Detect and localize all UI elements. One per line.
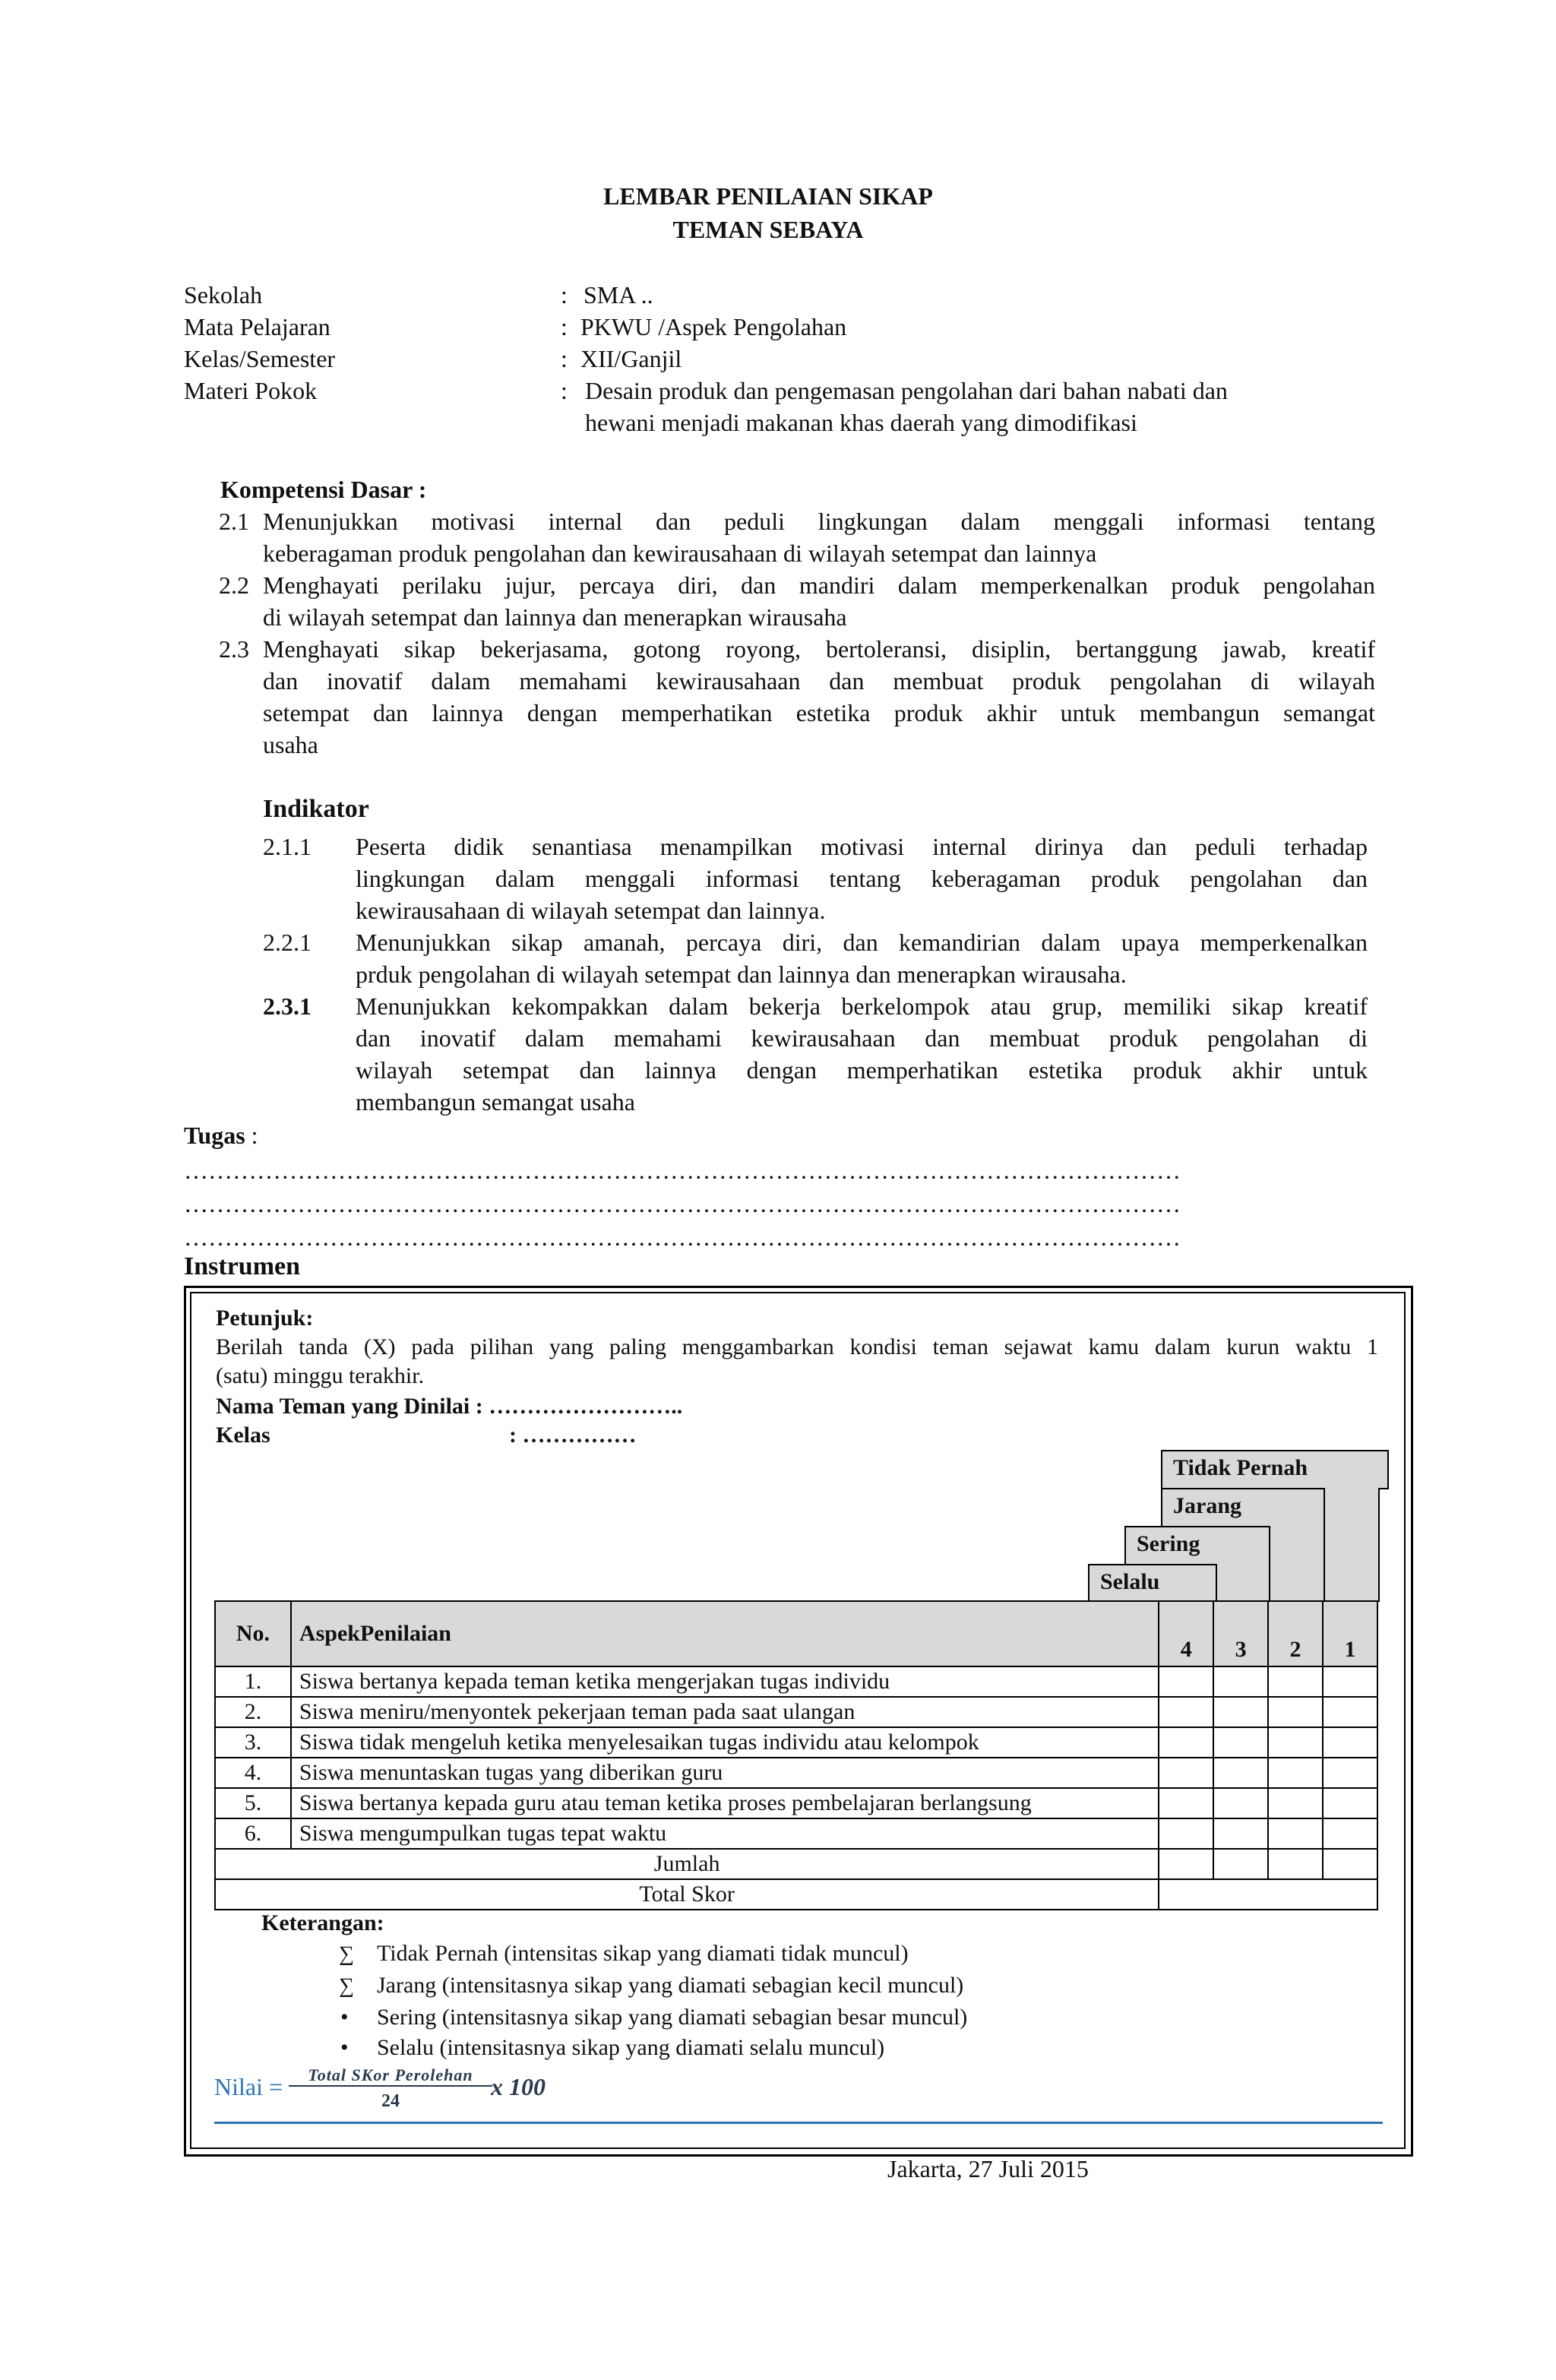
kelas-label: Kelas	[216, 1423, 270, 1448]
petunjuk-text-line: (satu) minggu terakhir.	[216, 1363, 425, 1388]
formula-multiplier: x 100	[491, 2073, 546, 2100]
score-cell[interactable]	[1268, 1727, 1323, 1758]
doc-title-line2: TEMAN SEBAYA	[672, 216, 864, 243]
scale-header-sering: Sering	[1124, 1526, 1279, 1565]
kd-text-line: setempat dan lainnya dengan memperhatikan estetika produk akhir untuk membangun semangat	[263, 699, 1375, 726]
table-row	[215, 1697, 1377, 1727]
row-aspek: Siswa bertanya kepada teman ketika mengerjakan tugas individu	[291, 1666, 1159, 1697]
score-cell[interactable]	[1323, 1849, 1377, 1879]
indikator-text-line: Peserta didik senantiasa menampilkan motivasi internal dirinya dan peduli terhadap	[356, 833, 1368, 860]
indikator-text-line: membangun semangat usaha	[356, 1088, 635, 1116]
score-cell[interactable]	[1268, 1697, 1323, 1727]
score-cell[interactable]	[1268, 1666, 1323, 1697]
indikator-text-line: Menunjukkan kekompakkan dalam bekerja berkelompok atau grup, memiliki sikap kreatif	[356, 992, 1368, 1020]
info-value-materi: Desain produk dan pengemasan pengolahan dari bahan nabati dan	[585, 377, 1228, 404]
row-number: 2.	[215, 1697, 291, 1727]
kelas-field: : ……………	[509, 1423, 637, 1448]
instrumen-label: Instrumen	[184, 1252, 301, 1280]
indikator-number: 2.2.1	[263, 929, 312, 956]
kd-heading: Kompetensi Dasar :	[220, 476, 427, 503]
score-cell[interactable]	[1159, 1727, 1213, 1758]
scale-column-1	[1324, 1488, 1380, 1602]
table-row	[215, 1666, 1377, 1697]
tugas-colon: :	[245, 1122, 258, 1149]
table-row	[215, 1727, 1377, 1758]
kd-text-line: usaha	[263, 731, 318, 758]
info-value-mapel: PKWU /Aspek Pengolahan	[580, 313, 847, 340]
score-cell[interactable]	[1213, 1666, 1268, 1697]
kd-number: 2.2	[219, 571, 249, 599]
petunjuk-text-line: Berilah tanda (X) pada pilihan yang paling menggambarkan kondisi teman sejawat kamu dalam kurun waktu 1	[216, 1334, 1378, 1359]
score-cell[interactable]	[1213, 1849, 1268, 1879]
indikator-text-line: prduk pengolahan di wilayah setempat dan lainnya dan menerapkan wirausaha.	[356, 961, 1127, 988]
table-row	[215, 1758, 1377, 1788]
info-value-materi-cont: hewani menjadi makanan khas daerah yang dimodifikasi	[585, 409, 1137, 436]
table-row	[215, 1788, 1377, 1818]
row-aspek: Siswa mengumpulkan tugas tepat waktu	[291, 1818, 1159, 1849]
assessment-table	[214, 1600, 1378, 1910]
row-number: 1.	[215, 1666, 291, 1697]
info-label-materi: Materi Pokok	[184, 377, 318, 404]
keterangan-item: Sering (intensitasnya sikap yang diamati sebagian besar muncul)	[377, 2005, 968, 2030]
petunjuk-label: Petunjuk:	[216, 1306, 314, 1331]
scale-column-3	[1216, 1564, 1269, 1602]
header-no: No.	[215, 1601, 291, 1666]
score-cell[interactable]	[1159, 1849, 1213, 1879]
score-cell[interactable]	[1323, 1788, 1377, 1818]
header-score: 4	[1159, 1601, 1213, 1666]
bullet-icon: ∑	[339, 1974, 354, 1998]
indikator-text-line: lingkungan dalam menggali informasi tentang keberagaman produk pengolahan dan	[356, 865, 1368, 892]
score-cell[interactable]	[1323, 1818, 1377, 1849]
scale-column-2	[1269, 1526, 1324, 1602]
score-cell[interactable]	[1213, 1818, 1268, 1849]
row-aspek: Siswa meniru/menyontek pekerjaan teman pada saat ulangan	[291, 1697, 1159, 1727]
tugas-dotted-line: ……………………………………………………………………………………………………………	[184, 1223, 1181, 1251]
formula-prefix: Nilai =	[214, 2073, 283, 2100]
bullet-icon: ∑	[339, 1942, 354, 1966]
info-label-mapel: Mata Pelajaran	[184, 313, 330, 340]
row-number: 3.	[215, 1727, 291, 1758]
scale-header-tidak-pernah: Tidak Pernah	[1161, 1450, 1389, 1489]
kd-text-line: keberagaman produk pengolahan dan kewirausahaan di wilayah setempat dan lainnya	[263, 540, 1097, 567]
score-cell[interactable]	[1159, 1697, 1213, 1727]
header-score: 3	[1213, 1601, 1268, 1666]
info-colon: :	[561, 281, 568, 309]
indikator-text-line: wilayah setempat dan lainnya dengan memperhatikan estetika produk akhir untuk	[356, 1056, 1368, 1084]
kd-number: 2.3	[219, 635, 249, 663]
score-cell[interactable]	[1323, 1666, 1377, 1697]
keterangan-item: Selalu (intensitasnya sikap yang diamati selalu muncul)	[377, 2035, 885, 2060]
score-cell[interactable]	[1213, 1697, 1268, 1727]
indikator-text-line: Menunjukkan sikap amanah, percaya diri, dan kemandirian dalam upaya memperkenalkan	[356, 929, 1368, 956]
tugas-dotted-line: ……………………………………………………………………………………………………………	[184, 1190, 1181, 1217]
keterangan-item: Jarang (intensitasnya sikap yang diamati sebagian kecil muncul)	[377, 1973, 964, 1998]
bullet-icon: •	[340, 2035, 349, 2060]
total-row	[215, 1879, 1377, 1910]
row-number: 6.	[215, 1818, 291, 1849]
kd-number: 2.1	[219, 508, 249, 535]
indikator-text-line: kewirausahaan di wilayah setempat dan lainnya.	[356, 897, 826, 924]
doc-title-line1: LEMBAR PENILAIAN SIKAP	[603, 182, 933, 210]
tugas-label: Tugas	[184, 1122, 245, 1149]
row-number: 4.	[215, 1758, 291, 1788]
kd-text-line: Menghayati sikap bekerjasama, gotong royong, bertoleransi, disiplin, bertanggung jawab, kreatif	[263, 635, 1375, 663]
formula-numerator: Total SKor Perolehan	[289, 2065, 492, 2087]
info-value-sekolah: SMA ..	[584, 281, 653, 309]
info-colon: :	[561, 377, 568, 404]
info-value-kelas: XII/Ganjil	[580, 345, 682, 372]
row-aspek: Siswa bertanya kepada guru atau teman ketika proses pembelajaran berlangsung	[291, 1788, 1159, 1818]
total-score-cell[interactable]	[1159, 1879, 1377, 1910]
scale-header-selalu: Selalu	[1088, 1564, 1228, 1603]
tugas-dotted-line: ……………………………………………………………………………………………………………	[184, 1157, 1181, 1184]
score-cell[interactable]	[1323, 1697, 1377, 1727]
score-cell[interactable]	[1159, 1758, 1213, 1788]
indikator-number: 2.3.1	[263, 992, 312, 1020]
score-cell[interactable]	[1213, 1788, 1268, 1818]
score-cell[interactable]	[1268, 1849, 1323, 1879]
keterangan-label: Keterangan:	[261, 1910, 384, 1935]
indikator-number: 2.1.1	[263, 833, 312, 860]
bullet-icon: •	[340, 2005, 349, 2030]
header-aspek: AspekPenilaian	[291, 1601, 1159, 1666]
score-cell[interactable]	[1213, 1727, 1268, 1758]
date-line: Jakarta, 27 Juli 2015	[887, 2155, 1089, 2182]
kd-text-line: di wilayah setempat dan lainnya dan menerapkan wirausaha	[263, 603, 847, 631]
kd-text-line: Menghayati perilaku jujur, percaya diri, dan mandiri dalam memperkenalkan produk pengolahan	[263, 571, 1375, 599]
score-cell[interactable]	[1268, 1788, 1323, 1818]
kd-text-line: dan inovatif dalam memahami kewirausahaan dan membuat produk pengolahan di wilayah	[263, 667, 1375, 695]
accent-rule	[214, 2122, 1383, 2124]
score-cell[interactable]	[1323, 1758, 1377, 1788]
score-cell[interactable]	[1159, 1788, 1213, 1818]
score-cell[interactable]	[1268, 1818, 1323, 1849]
formula-denominator: 24	[381, 2091, 400, 2111]
kd-text-line: Menunjukkan motivasi internal dan peduli lingkungan dalam menggali informasi tentang	[263, 508, 1375, 535]
table-row	[215, 1818, 1377, 1849]
jumlah-label: Jumlah	[215, 1849, 1159, 1879]
score-cell[interactable]	[1323, 1727, 1377, 1758]
row-aspek: Siswa menuntaskan tugas yang diberikan guru	[291, 1758, 1159, 1788]
info-colon: :	[561, 345, 568, 372]
info-label-kelas: Kelas/Semester	[184, 345, 336, 372]
score-cell[interactable]	[1159, 1666, 1213, 1697]
header-score: 1	[1323, 1601, 1377, 1666]
total-label: Total Skor	[215, 1879, 1159, 1910]
jumlah-row	[215, 1849, 1377, 1879]
score-cell[interactable]	[1268, 1758, 1323, 1788]
score-cell[interactable]	[1213, 1758, 1268, 1788]
header-score: 2	[1268, 1601, 1323, 1666]
scale-header-jarang: Jarang	[1161, 1488, 1334, 1527]
row-aspek: Siswa tidak mengeluh ketika menyelesaikan tugas individu atau kelompok	[291, 1727, 1159, 1758]
nama-teman-field: Nama Teman yang Dinilai : ……………………..	[216, 1394, 683, 1419]
indikator-heading: Indikator	[263, 795, 369, 823]
info-label-sekolah: Sekolah	[184, 281, 263, 309]
indikator-text-line: dan inovatif dalam memahami kewirausahaan dan membuat produk pengolahan di	[356, 1024, 1368, 1052]
info-colon: :	[561, 313, 568, 340]
keterangan-item: Tidak Pernah (intensitas sikap yang diamati tidak muncul)	[377, 1941, 909, 1966]
row-number: 5.	[215, 1788, 291, 1818]
tugas-row	[184, 1122, 258, 1150]
score-cell[interactable]	[1159, 1818, 1213, 1849]
